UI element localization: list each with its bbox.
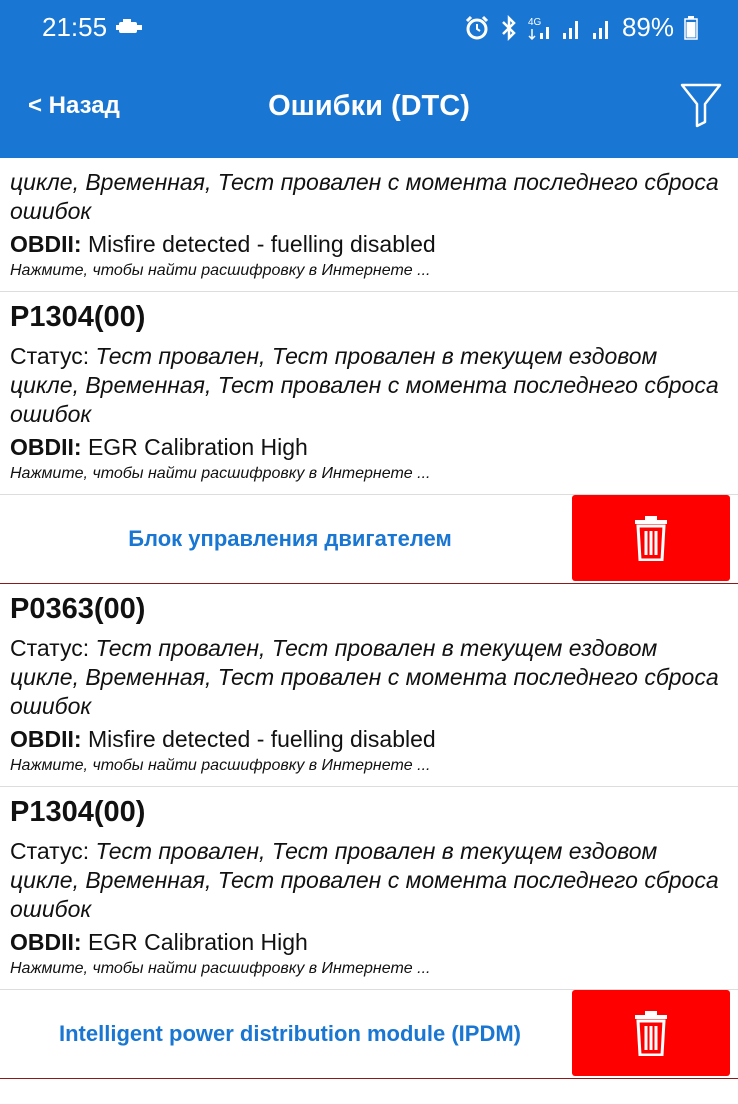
ecu-row — [0, 495, 738, 584]
back-button[interactable]: < Назад — [28, 92, 120, 119]
filter-icon[interactable] — [680, 82, 722, 128]
svg-text:4G: 4G — [527, 16, 542, 28]
dtc-status: Статус: Тест провален, Тест провален в текущем ездовом цикле, Временная, Тест провален с момента последнего сброса ошибок — [10, 838, 719, 922]
battery-icon — [684, 16, 698, 40]
delete-button[interactable] — [572, 495, 730, 581]
trash-icon — [634, 1010, 668, 1056]
dtc-status: Статус: Тест провален, Тест провален в текущем ездовом цикле, Временная, Тест провален с момента последнего сброса ошибок — [10, 635, 719, 719]
status-bar — [0, 0, 738, 58]
dtc-entry[interactable] — [0, 787, 738, 990]
ecu-name-link[interactable]: Блок управления двигателем — [128, 526, 452, 551]
dtc-status-text: цикле, Временная, Тест провален с момента последнего сброса ошибок — [10, 169, 719, 224]
search-hint-link[interactable]: Нажмите, чтобы найти расшифровку в Интернете ... — [10, 465, 431, 482]
search-hint-link[interactable]: Нажмите, чтобы найти расшифровку в Интернете ... — [10, 960, 431, 977]
dtc-obd-description: OBDII: Misfire detected - fuelling disabled — [10, 231, 436, 257]
dtc-entry-partial[interactable] — [0, 168, 738, 292]
app-bar — [0, 58, 738, 158]
dtc-code: P1304(00) — [10, 796, 146, 828]
dtc-list — [0, 158, 738, 1104]
trash-icon — [634, 515, 668, 561]
ecu-row — [0, 990, 738, 1079]
search-hint-link[interactable]: Нажмите, чтобы найти расшифровку в Интернете ... — [10, 757, 431, 774]
dtc-code: P0363(00) — [10, 593, 146, 625]
dtc-entry[interactable] — [0, 584, 738, 787]
ecu-name-link[interactable]: Intelligent power distribution module (IPDM) — [59, 1021, 521, 1046]
dtc-status: Статус: Тест провален, Тест провален в текущем ездовом цикле, Временная, Тест провален с момента последнего сброса ошибок — [10, 343, 719, 427]
dtc-obd-description: OBDII: EGR Calibration High — [10, 929, 308, 955]
signal-icon — [562, 15, 582, 41]
search-hint-link[interactable]: Нажмите, чтобы найти расшифровку в Интернете ... — [10, 262, 431, 279]
battery-percent: 89% — [621, 12, 674, 42]
dtc-group-engine — [0, 292, 738, 584]
status-icons — [464, 12, 698, 43]
dtc-obd-description: OBDII: Misfire detected - fuelling disabled — [10, 726, 436, 752]
page-title: Ошибки (DTC) — [268, 90, 470, 122]
dtc-entry[interactable] — [0, 292, 738, 495]
car-engine-icon — [116, 17, 144, 37]
status-time: 21:55 — [42, 12, 108, 42]
delete-button[interactable] — [572, 990, 730, 1076]
signal-4g-icon — [528, 15, 552, 41]
alarm-icon — [464, 15, 490, 41]
dtc-code: P1304(00) — [10, 301, 146, 333]
bluetooth-icon — [500, 15, 518, 41]
dtc-group-ipdm — [0, 584, 738, 1079]
dtc-obd-description: OBDII: EGR Calibration High — [10, 434, 308, 460]
signal-icon-2 — [592, 15, 612, 41]
